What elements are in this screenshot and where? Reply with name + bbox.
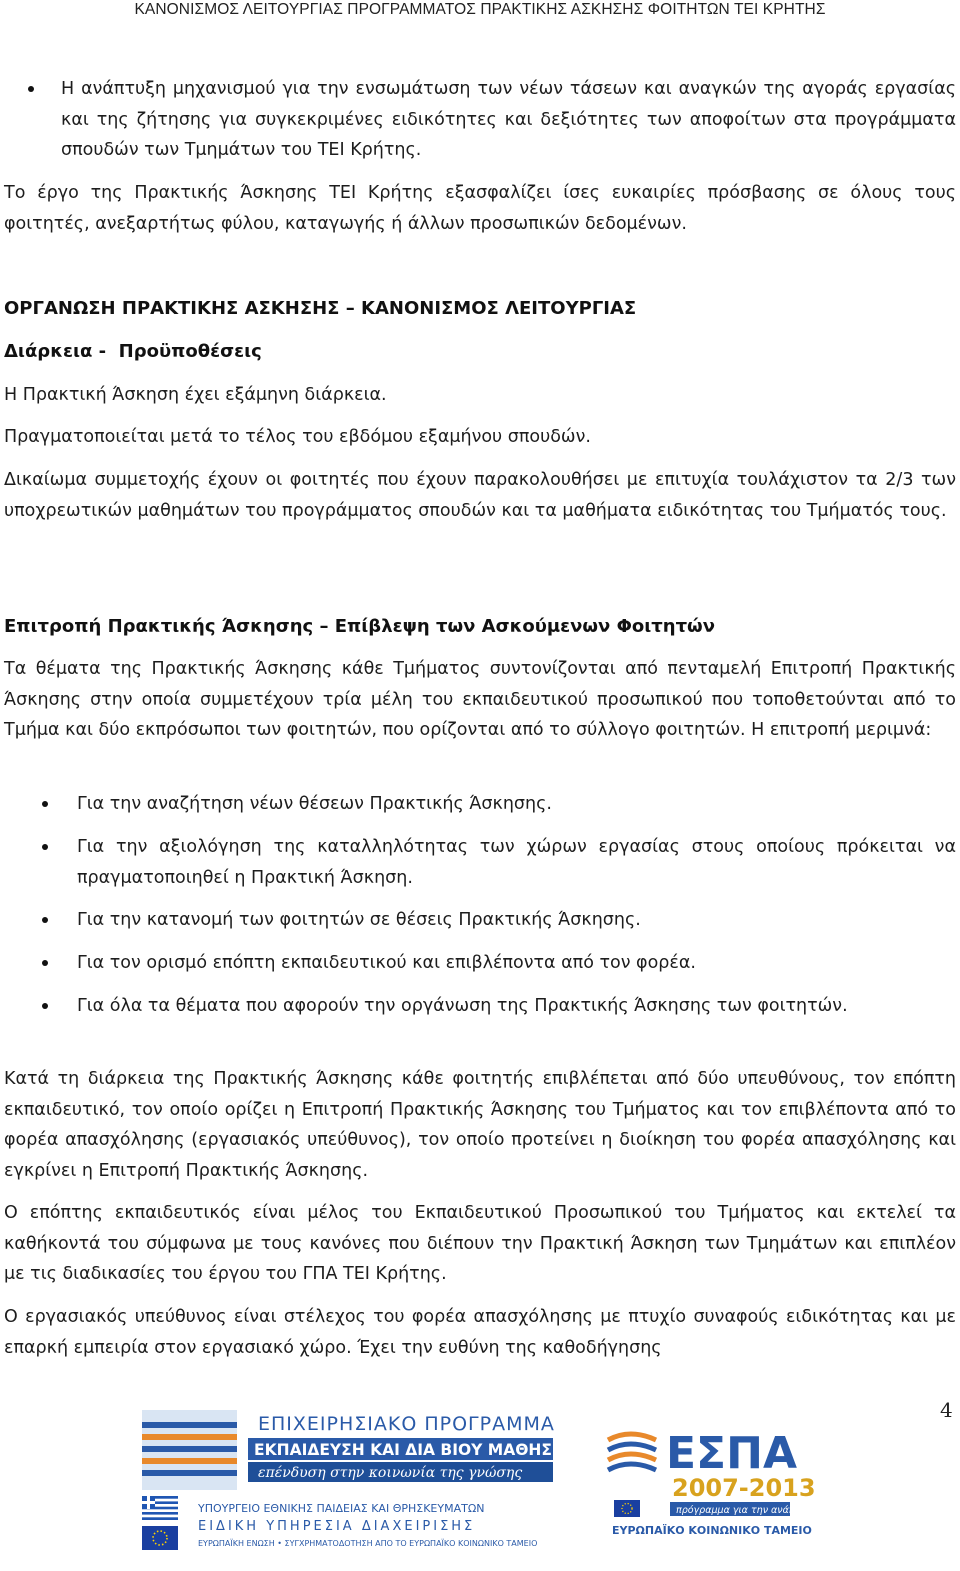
timing-paragraph: Πραγματοποιείται μετά το τέλος του εβδόμου εξαμήνου σπουδών. (4, 427, 591, 447)
ministry-name: ΥΠΟΥΡΓΕΙΟ ΕΘΝΙΚΗΣ ΠΑΙΔΕΙΑΣ ΚΑΙ ΘΡΗΣΚΕΥΜΑΤΩΝ (198, 1502, 485, 1515)
duration-paragraph: Η Πρακτική Άσκηση έχει εξάμηνη διάρκεια. (4, 385, 387, 405)
espa-tagline: πρόγραμμα για την ανάπτυξη (676, 1505, 818, 1516)
equal-access-paragraph: Το έργο της Πρακτικής Άσκησης ΤΕΙ Κρήτης εξασφαλίζει ίσες ευκαιρίες πρόσβασης σε όλους τους φοιτητές, ανεξαρτήτως φύλου, καταγωγής ή άλλων προσωπικών δεδομένων. (4, 183, 956, 234)
workplace-supervisor-paragraph: Ο εργασιακός υπεύθυνος είναι στέλεχος του φορέα απασχόλησης με πτυχίο συναφούς ειδικότητας και με επαρκή εμπειρία στον εργασιακό χώρο. Έχει την ευθύνη της καθοδήγησης (4, 1307, 956, 1358)
eu-flag-icon (614, 1500, 640, 1517)
bullet-dot (42, 960, 48, 966)
bullet-text: Για τον ορισμό επόπτη εκπαιδευτικού και επιβλέποντα από τον φορέα. (77, 953, 696, 973)
bullet-dot (42, 1003, 48, 1009)
bullet-dot (42, 917, 48, 923)
bullet-text: Για την αξιολόγηση της καταλληλότητας των χώρων εργασίας στους οποίους πρόκειται να πραγματοποιηθεί η Πρακτική Άσκηση. (77, 837, 956, 888)
bullet-text: Για την κατανομή των φοιτητών σε θέσεις Πρακτικής Άσκησης. (77, 910, 641, 930)
agency-name: ΕΙΔΙΚΗ ΥΠΗΡΕΣΙΑ ΔΙΑΧΕΙΡΙΣΗΣ (198, 1519, 476, 1534)
page-number: 4 (940, 1398, 953, 1422)
bullet-text: Για την αναζήτηση νέων θέσεων Πρακτικής Άσκησης. (77, 794, 552, 814)
committee-bullet-1 (42, 789, 956, 821)
committee-bullet-3 (42, 905, 956, 937)
espa-waves-icon (608, 1434, 656, 1470)
bullet-dot (42, 801, 48, 807)
espa-years: 2007-2013 (672, 1474, 816, 1502)
program-line2: ΕΚΠΑΙΔΕΥΣΗ ΚΑΙ ΔΙΑ ΒΙΟΥ ΜΑΘΗΣΗ (254, 1441, 565, 1459)
program-line1: ΕΠΙΧΕΙΡΗΣΙΑΚΟ ΠΡΟΓΡΑΜΜΑ (258, 1413, 555, 1435)
eu-flag-icon (142, 1526, 178, 1550)
eu-cofinancing-note: ΕΥΡΩΠΑΪΚΗ ΕΝΩΣΗ • ΣΥΓΧΡΗΜΑΤΟΔΟΤΗΣΗ ΑΠΟ ΤΟ ΕΥΡΩΠΑΪΚΟ ΚΟΙΝΩΝΙΚΟ ΤΑΜΕΙΟ (198, 1539, 538, 1548)
academic-supervisor-paragraph: Ο επόπτης εκπαιδευτικός είναι μέλος του Εκπαιδευτικού Προσωπικού του Τμήματος και εκτελεί τα καθήκοντά του σύμφωνα με τους κανόνες που διέπουν την Πρακτική Άσκηση των Τμημάτων και επιπλέον με τις διαδικασίες του έργου του ΓΠΑ ΤΕΙ Κρήτης. (4, 1203, 956, 1285)
intro-bullet (28, 74, 956, 169)
espa-title: ΕΣΠΑ (666, 1428, 797, 1479)
espa-logo (600, 1400, 818, 1545)
bullet-dot (28, 86, 34, 92)
intro-bullet-text: Η ανάπτυξη μηχανισμού για την ενσωμάτωση των νέων τάσεων και αναγκών της αγοράς εργασίας και της ζήτησης για συγκεκριμένες ειδικότητες και δεξιότητες των αποφοίτων στα προγράμματα σπουδών των Τμημάτων του ΤΕΙ Κρήτης. (61, 79, 956, 161)
subsection-title-duration: Διάρκεια - Προϋποθέσεις (4, 341, 262, 362)
program-slogan: επένδυση στην κοινωνία της γνώσης (258, 1465, 523, 1481)
greek-flag-icon (142, 1496, 178, 1520)
section-title-committee: Επιτροπή Πρακτικής Άσκησης – Επίβλεψη των Ασκούμενων Φοιτητών (4, 616, 715, 637)
esf-label: ΕΥΡΩΠΑΪΚΟ ΚΟΙΝΩΝΙΚΟ ΤΑΜΕΙΟ (612, 1524, 812, 1537)
eligibility-paragraph: Δικαίωμα συμμετοχής έχουν οι φοιτητές που έχουν παρακολουθήσει με επιτυχία τουλάχιστον τα 2/3 των υποχρεωτικών μαθημάτων του προγράμματος σπουδών και τα μαθήματα ειδικότητας του Τμήματός τους. (4, 470, 956, 521)
committee-bullet-2 (42, 832, 956, 896)
committee-bullet-4 (42, 948, 956, 980)
committee-bullet-5 (42, 991, 956, 1055)
operational-programme-logo (118, 1400, 568, 1565)
bullet-dot (42, 844, 48, 850)
bullet-text: Για όλα τα θέματα που αφορούν την οργάνωση της Πρακτικής Άσκησης των φοιτητών. (77, 996, 848, 1016)
running-header: ΚΑΝΟΝΙΣΜΟΣ ΛΕΙΤΟΥΡΓΙΑΣ ΠΡΟΓΡΑΜΜΑΤΟΣ ΠΡΑΚΤΙΚΗΣ ΑΣΚΗΣΗΣ ΦΟΙΤΗΤΩΝ ΤΕΙ ΚΡΗΤΗΣ (134, 1, 826, 18)
section-title-organisation: ΟΡΓΑΝΩΣΗ ΠΡΑΚΤΙΚΗΣ ΑΣΚΗΣΗΣ – ΚΑΝΟΝΙΣΜΟΣ ΛΕΙΤΟΥΡΓΙΑΣ (4, 298, 637, 319)
committee-paragraph: Τα θέματα της Πρακτικής Άσκησης κάθε Τμήματος συντονίζονται από πενταμελή Επιτροπή Πρακτικής Άσκησης στην οποία συμμετέχουν τρία μέλη του εκπαιδευτικού προσωπικού που τοποθετούνται από το Τμήμα και δύο εκπρόσωποι των φοιτητών, που ορίζονται από το σύλλογο φοιτητών. Η επιτροπή μεριμνά: (4, 659, 956, 741)
supervision-paragraph: Κατά τη διάρκεια της Πρακτικής Άσκησης κάθε φοιτητής επιβλέπεται από δύο υπευθύνους, τον επόπτη εκπαιδευτικό, τον οποίο ορίζει η Επιτροπή Πρακτικής Άσκησης του Τμήματος και τον επιβλέποντα από το φορέα απασχόλησης (εργασιακός υπεύθυνος), τον οποίο προτείνει η διοίκηση του φορέα απασχόλησης και εγκρίνει η Επιτροπή Πρακτικής Άσκησης. (4, 1069, 956, 1182)
